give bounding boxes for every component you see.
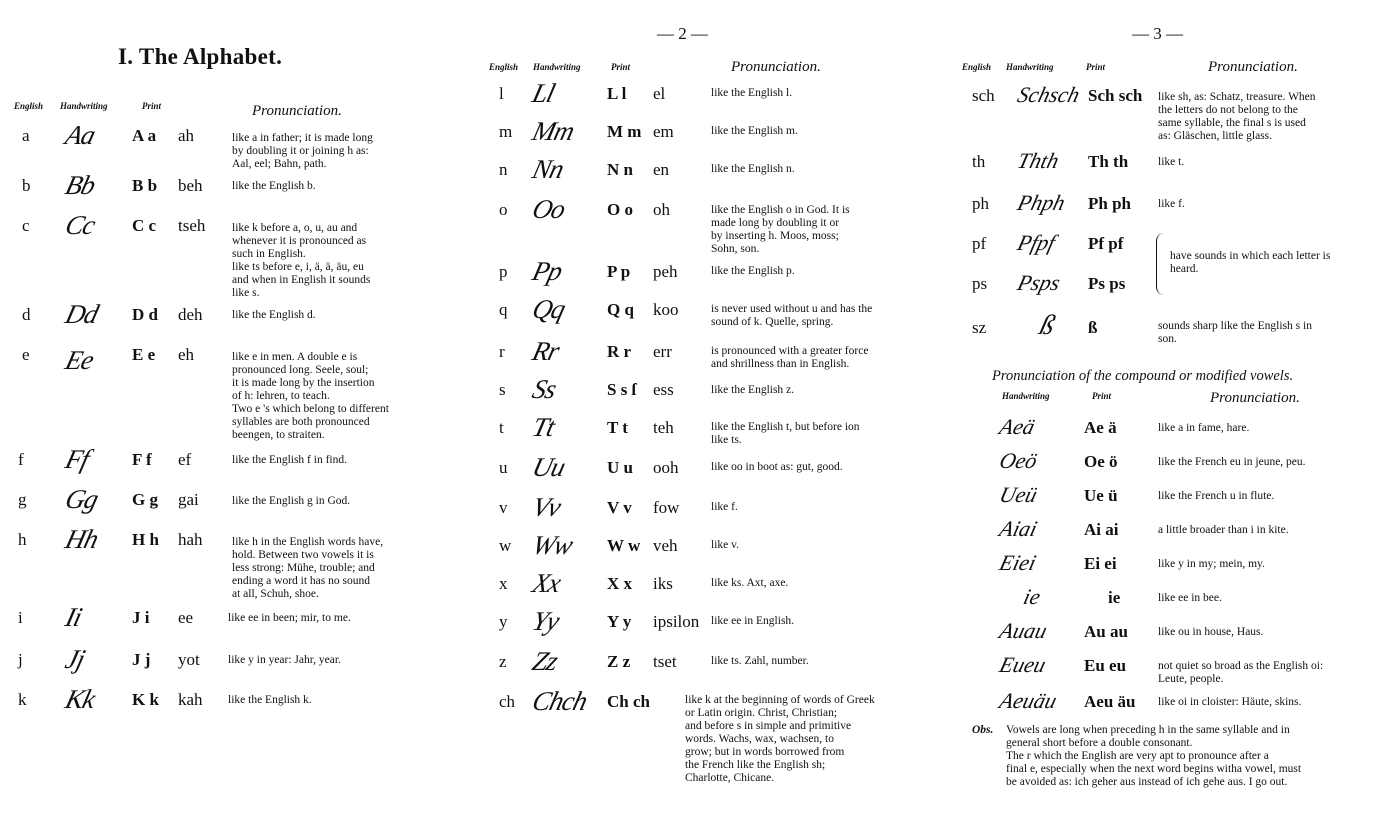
handwriting-glyph: ß (1036, 310, 1058, 341)
english-letter: pf (972, 234, 987, 253)
print-glyph: Ch ch (607, 692, 650, 711)
print-glyph: ie (1108, 588, 1121, 607)
english-letter: s (499, 380, 506, 399)
letter-name: ee (178, 608, 194, 627)
letter-name: ah (178, 126, 195, 145)
letter-name: err (653, 342, 672, 361)
english-letter: ps (972, 274, 988, 293)
letter-name: ooh (653, 458, 679, 477)
english-letter: l (499, 84, 504, 103)
header-print: Print (142, 101, 162, 111)
english-letter: p (499, 262, 508, 281)
handwriting-glyph: Pfpf (1015, 230, 1058, 255)
print-glyph: J j (132, 650, 151, 669)
print-glyph: Z z (607, 652, 631, 671)
english-letter: m (499, 122, 513, 141)
header-pronunciation: Pronunciation. (731, 59, 821, 75)
page-number: — 3 — (1132, 24, 1183, 43)
print-glyph: N n (607, 160, 633, 179)
english-letter: f (18, 450, 24, 469)
handwriting-glyph: Ww (529, 530, 576, 560)
handwriting-glyph: Oo (529, 194, 568, 224)
pronunciation-text: like oi in cloister: Häute, skins. (1158, 696, 1302, 708)
handwriting-glyph: Nn (529, 154, 567, 184)
compound-header-pronunciation: Pronunciation. (1210, 390, 1300, 406)
print-glyph: Th th (1088, 152, 1129, 171)
handwriting-glyph: Uu (529, 452, 568, 482)
english-letter: t (499, 418, 504, 437)
print-glyph: G g (132, 490, 158, 509)
english-letter: k (18, 690, 27, 709)
letter-name: en (653, 160, 670, 179)
english-letter: ph (972, 194, 989, 213)
handwriting-glyph: Vv (529, 492, 564, 522)
header-english: English (14, 101, 44, 111)
header-pronunciation: Pronunciation. (1208, 59, 1298, 75)
handwriting-glyph: Qq (529, 294, 568, 324)
letter-name: eh (178, 345, 195, 364)
handwriting-glyph: Auau (997, 618, 1050, 643)
letter-name: iks (653, 574, 673, 593)
handwriting-glyph: Dd (62, 299, 101, 329)
pronunciation-text: like the French eu in jeune, peu. (1158, 456, 1306, 468)
english-letter: r (499, 342, 505, 361)
pronunciation-text: like y in my; mein, my. (1158, 558, 1265, 570)
compound-header-handwriting: Handwriting (1002, 391, 1050, 401)
print-glyph: T t (607, 418, 628, 437)
header-handwriting: Handwriting (1006, 62, 1054, 72)
pronunciation-text: like e in men. A double e is pronounced long. Seele, soul; it is made long by the insertion of h: lehren, to teach. Two e 's which belong to different syllables are both pronounced beengen, to straiten. (232, 351, 389, 441)
english-letter: q (499, 300, 508, 319)
brace-pronunciation-text: have sounds in which each letter is heard. (1170, 250, 1331, 275)
pronunciation-text: like the English d. (232, 309, 316, 321)
handwriting-glyph: Kk (62, 684, 98, 714)
page-2 (487, 0, 927, 822)
letter-name: hah (178, 530, 203, 549)
pronunciation-text: like t. (1158, 156, 1185, 168)
letter-name: tset (653, 652, 677, 671)
handwriting-glyph: Thth (1015, 148, 1062, 173)
pronunciation-text: like y in year: Jahr, year. (228, 654, 341, 666)
handwriting-glyph: ie (1021, 584, 1044, 609)
print-glyph: W w (607, 536, 641, 555)
handwriting-glyph: Hh (62, 524, 101, 554)
pronunciation-text: like f. (1158, 198, 1185, 210)
english-letter: sch (972, 86, 995, 105)
handwriting-glyph: Ueü (997, 482, 1040, 507)
page-title: I. The Alphabet. (118, 44, 283, 69)
pronunciation-text: like oo in boot as: gut, good. (711, 461, 843, 473)
english-letter: th (972, 152, 986, 171)
header-handwriting: Handwriting (60, 101, 108, 111)
english-letter: b (22, 176, 31, 195)
print-glyph: S s ſ (607, 380, 637, 399)
pronunciation-text: like a in fame, hare. (1158, 422, 1250, 434)
handwriting-glyph: Xx (529, 568, 564, 598)
english-letter: w (499, 536, 512, 555)
letter-name: el (653, 84, 666, 103)
compound-vowels-title: Pronunciation of the compound or modified vowels. (992, 368, 1294, 384)
pronunciation-text: like the English l. (711, 87, 793, 99)
page-1 (10, 0, 465, 822)
english-letter: d (22, 305, 31, 324)
pronunciation-text: like the English k. (228, 694, 312, 706)
english-letter: a (22, 126, 30, 145)
header-english: English (962, 62, 992, 72)
page-number: — 2 — (657, 24, 708, 43)
letter-name: koo (653, 300, 679, 319)
print-glyph: J i (132, 608, 150, 627)
handwriting-glyph: Aiai (997, 516, 1040, 541)
handwriting-glyph: Chch (529, 686, 590, 716)
letter-name: gai (178, 490, 199, 509)
english-letter: c (22, 216, 30, 235)
letter-name: kah (178, 690, 203, 709)
print-glyph: Ue ü (1084, 486, 1118, 505)
pronunciation-text: like the English g in God. (232, 495, 351, 507)
handwriting-glyph: Ff (62, 444, 92, 474)
header-handwriting: Handwriting (533, 62, 581, 72)
pronunciation-text: sounds sharp like the English s in son. (1158, 320, 1312, 345)
english-letter: sz (972, 318, 987, 337)
letter-name: beh (178, 176, 203, 195)
handwriting-glyph: Aeä (997, 414, 1038, 439)
print-glyph: Aeu äu (1084, 692, 1136, 711)
print-glyph: U u (607, 458, 633, 477)
letter-name: peh (653, 262, 678, 281)
letter-name: yot (178, 650, 200, 669)
handwriting-glyph: Cc (62, 210, 98, 240)
print-glyph: Ai ai (1084, 520, 1119, 539)
letter-name: oh (653, 200, 670, 219)
english-letter: x (499, 574, 508, 593)
handwriting-glyph: Ii (62, 602, 85, 632)
handwriting-glyph: Aa (62, 120, 98, 150)
pronunciation-text: like k before a, o, u, au and whenever it is pronounced as such in English. like ts before e, i, ä, ä, äu, eu and when in English it sounds like s. (232, 222, 371, 299)
print-glyph: R r (607, 342, 632, 361)
handwriting-glyph: Ll (529, 78, 558, 108)
obs-text: Vowels are long when preceding h in the same syllable and in general short before a double consonant. The r which the English are very apt to pronounce after a final e, especially when the next word begins witha vowel, must be avoided as: ich geher aus instead of ich gehe aus. I go out. (1006, 724, 1302, 788)
letter-name: fow (653, 498, 680, 517)
english-letter: v (499, 498, 508, 517)
obs-label: Obs. (972, 724, 994, 736)
pronunciation-text: not quiet so broad as the English oi: Leute, people. (1158, 660, 1324, 685)
pronunciation-text: like v. (711, 539, 739, 551)
english-letter: y (499, 612, 508, 631)
print-glyph: Pf pf (1088, 234, 1124, 253)
handwriting-glyph: Gg (62, 484, 101, 514)
english-letter: e (22, 345, 30, 364)
english-letter: o (499, 200, 508, 219)
pronunciation-text: like ee in been; mir, to me. (228, 612, 351, 624)
handwriting-glyph: Bb (62, 170, 98, 200)
print-glyph: Ps ps (1088, 274, 1126, 293)
print-glyph: F f (132, 450, 152, 469)
page-3 (960, 0, 1390, 822)
pronunciation-text: like ou in house, Haus. (1158, 626, 1264, 638)
pronunciation-text: is pronounced with a greater force and shrillness than in English. (711, 345, 869, 370)
pronunciation-text: like the English p. (711, 265, 795, 277)
print-glyph: Y y (607, 612, 632, 631)
header-english: English (489, 62, 519, 72)
pronunciation-text: like f. (711, 501, 738, 513)
english-letter: g (18, 490, 27, 509)
pronunciation-text: like k at the beginning of words of Greek or Latin origin. Christ, Christian; and before s in simple and primitive words. Wachs, wax, wachsen, to grow; but in words borrowed from the French like the English sh; Charlotte, Chicane. (685, 694, 875, 784)
handwriting-glyph: Tt (529, 412, 558, 442)
handwriting-glyph: Ee (62, 345, 97, 375)
pronunciation-text: like the English n. (711, 163, 795, 175)
pronunciation-text: like ee in English. (711, 615, 795, 627)
header-print: Print (1086, 62, 1106, 72)
letter-name: teh (653, 418, 674, 437)
pronunciation-text: like the English b. (232, 180, 316, 192)
print-glyph: Au au (1084, 622, 1128, 641)
pronunciation-text: like ee in bee. (1158, 592, 1222, 604)
compound-header-print: Print (1092, 391, 1112, 401)
letter-name: veh (653, 536, 678, 555)
english-letter: ch (499, 692, 516, 711)
handwriting-glyph: Jj (62, 644, 88, 674)
print-glyph: D d (132, 305, 158, 324)
print-glyph: A a (132, 126, 157, 145)
handwriting-glyph: Schsch (1015, 82, 1083, 107)
print-glyph: M m (607, 122, 642, 141)
letter-name: ef (178, 450, 192, 469)
letter-name: ess (653, 380, 674, 399)
english-letter: u (499, 458, 508, 477)
pronunciation-text: like h in the English words have, hold. Between two vowels it is less strong: Mühe, trouble; and ending a word it has no sound at all, Schuh, shoe. (232, 536, 384, 600)
print-glyph: Oe ö (1084, 452, 1118, 471)
handwriting-glyph: Mm (529, 116, 577, 146)
english-letter: h (18, 530, 27, 549)
print-glyph: Sch sch (1088, 86, 1143, 105)
pronunciation-text: like sh, as: Schatz, treasure. When the letters do not belong to the same syllable, the final s is used as: Gläschen, little glass. (1158, 91, 1316, 142)
print-glyph: O o (607, 200, 633, 219)
handwriting-glyph: Zz (529, 646, 561, 676)
letter-name: deh (178, 305, 203, 324)
print-glyph: K k (132, 690, 159, 709)
pronunciation-text: a little broader than i in kite. (1158, 524, 1289, 536)
print-glyph: Q q (607, 300, 634, 319)
handwriting-glyph: Ss (529, 374, 559, 404)
pronunciation-text: like the English o in God. It is made long by doubling it or by inserting h. Moos, moss; Sohn, son. (711, 204, 850, 255)
handwriting-glyph: Oeö (997, 448, 1040, 473)
pronunciation-text: like a in father; it is made long by doubling it or joining h as: Aal, eel; Bahn, path. (232, 132, 373, 170)
handwriting-glyph: Yy (529, 606, 562, 636)
print-glyph: P p (607, 262, 631, 281)
pronunciation-text: like ks. Axt, axe. (711, 577, 789, 589)
print-glyph: Eu eu (1084, 656, 1127, 675)
handwriting-glyph: Eueu (997, 652, 1049, 677)
handwriting-glyph: Phph (1015, 190, 1068, 215)
handwriting-glyph: Pp (529, 256, 565, 286)
handwriting-glyph: Rr (529, 336, 562, 366)
print-glyph: Ph ph (1088, 194, 1131, 213)
pronunciation-text: like the English m. (711, 125, 798, 137)
letter-name: tseh (178, 216, 206, 235)
print-glyph: V v (607, 498, 632, 517)
print-glyph: C c (132, 216, 157, 235)
header-pronunciation: Pronunciation. (252, 103, 342, 119)
print-glyph: L l (607, 84, 627, 103)
pronunciation-text: like the English t, but before ion like ts. (711, 421, 860, 446)
print-glyph: ß (1088, 318, 1098, 337)
print-glyph: E e (132, 345, 156, 364)
english-letter: n (499, 160, 508, 179)
print-glyph: B b (132, 176, 158, 195)
pronunciation-text: like the English z. (711, 384, 795, 396)
print-glyph: Ae ä (1084, 418, 1117, 437)
english-letter: z (499, 652, 507, 671)
print-glyph: H h (132, 530, 159, 549)
letter-name: em (653, 122, 674, 141)
handwriting-glyph: Eiei (997, 550, 1039, 575)
handwriting-glyph: Psps (1015, 270, 1063, 295)
english-letter: i (18, 608, 23, 627)
pronunciation-text: like the French u in flute. (1158, 490, 1275, 502)
pronunciation-text: like ts. Zahl, number. (711, 655, 809, 667)
grouping-brace (1156, 233, 1167, 295)
pronunciation-text: is never used without u and has the sound of k. Quelle, spring. (711, 303, 873, 328)
handwriting-glyph: Aeuäu (997, 688, 1060, 713)
english-letter: j (18, 650, 23, 669)
header-print: Print (611, 62, 631, 72)
pronunciation-text: like the English f in find. (232, 454, 347, 466)
print-glyph: X x (607, 574, 633, 593)
print-glyph: Ei ei (1084, 554, 1117, 573)
letter-name: ipsilon (653, 612, 700, 631)
